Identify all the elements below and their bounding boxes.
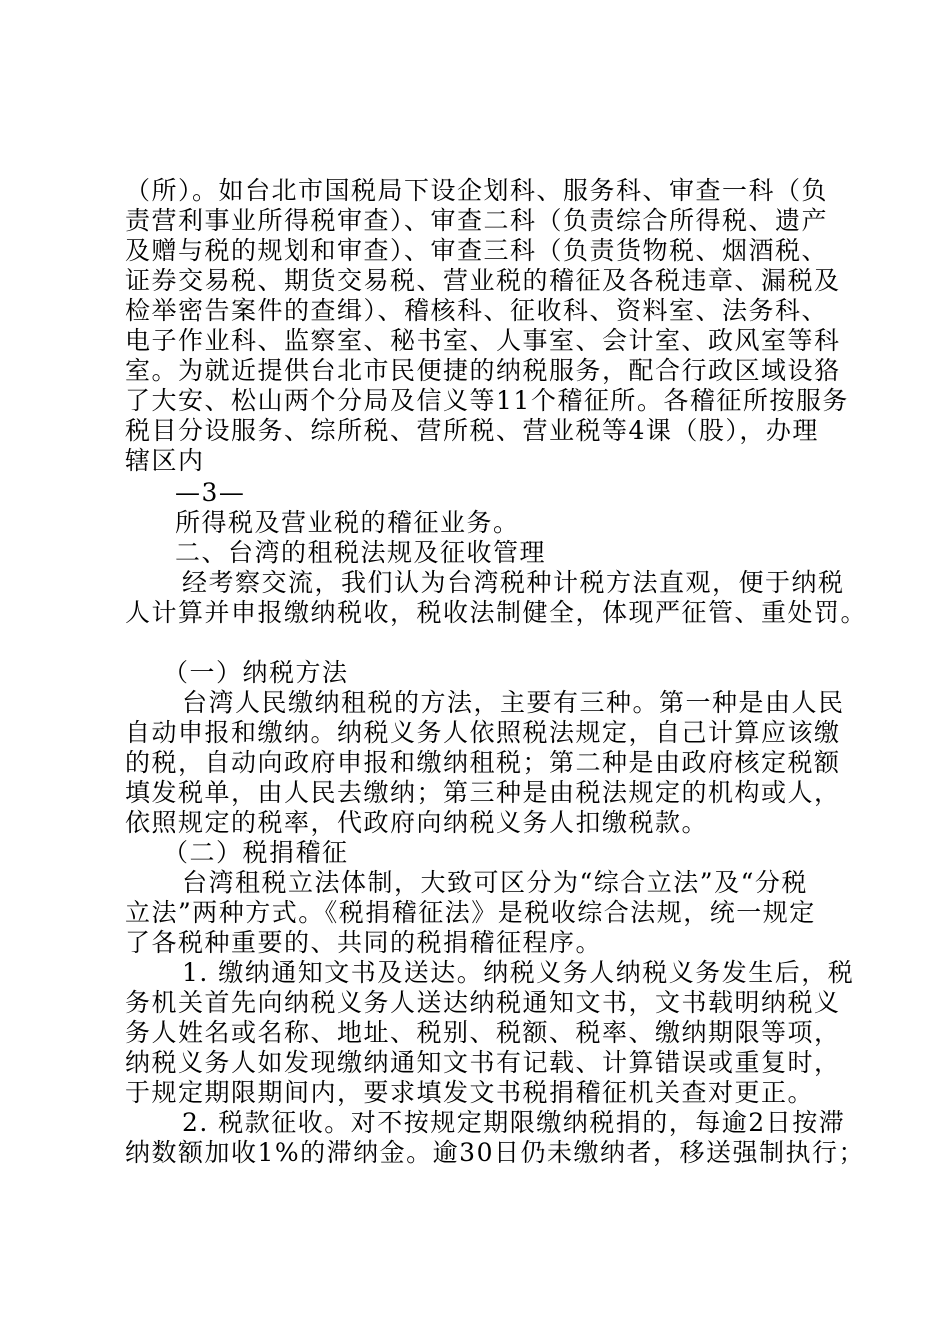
paragraph-line: （所）。如台北市国税局下设企划科、服务科、审查一科（负 (125, 176, 829, 205)
paragraph-line: 室。为就近提供台北市民便捷的纳税服务，配合行政区域设狢 (125, 356, 841, 385)
paragraph-line: 所得税及营业税的稽征业务。 (175, 508, 520, 537)
paragraph-line: 辖区内 (125, 446, 205, 475)
list-item: 2. 税款征收。对不按规定期限缴纳税捐的，每逾2日按滞 (182, 1108, 846, 1137)
paragraph-line: 自动申报和缴纳。纳税义务人依照税法规定，自己计算应该缴 (125, 718, 841, 747)
paragraph-line: 的税，自动向政府申报和缴纳租税；第二种是由政府核定税额 (125, 748, 841, 777)
paragraph-line: 台湾租税立法体制，大致可区分为“综合立法”及“分税 (182, 868, 808, 897)
paragraph-line: 依照规定的税率，代政府向纳税义务人扣缴税款。 (125, 808, 709, 837)
paragraph-line: 台湾人民缴纳租税的方法，主要有三种。第一种是由人民 (182, 688, 845, 717)
paragraph-line: 经考察交流，我们认为台湾税种计税方法直观，便于纳税 (182, 568, 845, 597)
paragraph-line: 责营利事业所得税审查）、审查二科（负责综合所得税、遗产 (125, 206, 829, 235)
list-item: 1. 缴纳通知文书及送达。纳税义务人纳税义务发生后，税 (182, 958, 855, 987)
paragraph-line: 纳税义务人如发现缴纳通知文书有记载、计算错误或重复时， (125, 1048, 841, 1077)
subsection-heading: （二）税捐稽征 (163, 838, 349, 867)
paragraph-line: 务机关首先向纳税义务人送达纳税通知文书，文书载明纳税义 (125, 988, 841, 1017)
paragraph-line: 填发税单，由人民去缴纳；第三种是由税法规定的机构或人， (125, 778, 841, 807)
paragraph-line: 立法”两种方式。《税捐稽征法》是税收综合法规，统一规定 (125, 898, 816, 927)
page-number: —3— (175, 478, 246, 507)
paragraph-line: 电子作业科、监察室、秘书室、人事室、会计室、政风室等科 (125, 326, 841, 355)
paragraph-line: 税目分设服务、综所税、营所税、营业税等4课（股），办理 (125, 416, 819, 445)
paragraph-line: 了各税种重要的、共同的税捐稽征程序。 (125, 928, 603, 957)
paragraph-line: 证券交易税、期货交易税、营业税的稽征及各税违章、漏税及 (125, 266, 841, 295)
paragraph-line: 及赠与税的规划和审查）、审查三科（负责货物税、烟酒税、 (125, 236, 829, 265)
paragraph-line: 人计算并申报缴纳税收，税收法制健全，体现严征管、重处罚。 (125, 598, 868, 627)
paragraph-line: 纳数额加收1%的滞纳金。逾30日仍未缴纳者，移送强制执行； (125, 1138, 865, 1167)
paragraph-line: 检举密告案件的查缉）、稽核科、征收科、资料室、法务科、 (125, 296, 829, 325)
paragraph-line: 于规定期限期间内，要求填发文书税捐稽征机关查对更正。 (125, 1078, 815, 1107)
paragraph-line: 务人姓名或名称、地址、税别、税额、税率、缴纳期限等项， (125, 1018, 841, 1047)
section-heading: 二、台湾的租税法规及征收管理 (175, 538, 547, 567)
subsection-heading: （一）纳税方法 (163, 658, 349, 687)
paragraph-line: 了大安、松山两个分局及信义等11个稽征所。各稽征所按服务 (125, 386, 849, 415)
